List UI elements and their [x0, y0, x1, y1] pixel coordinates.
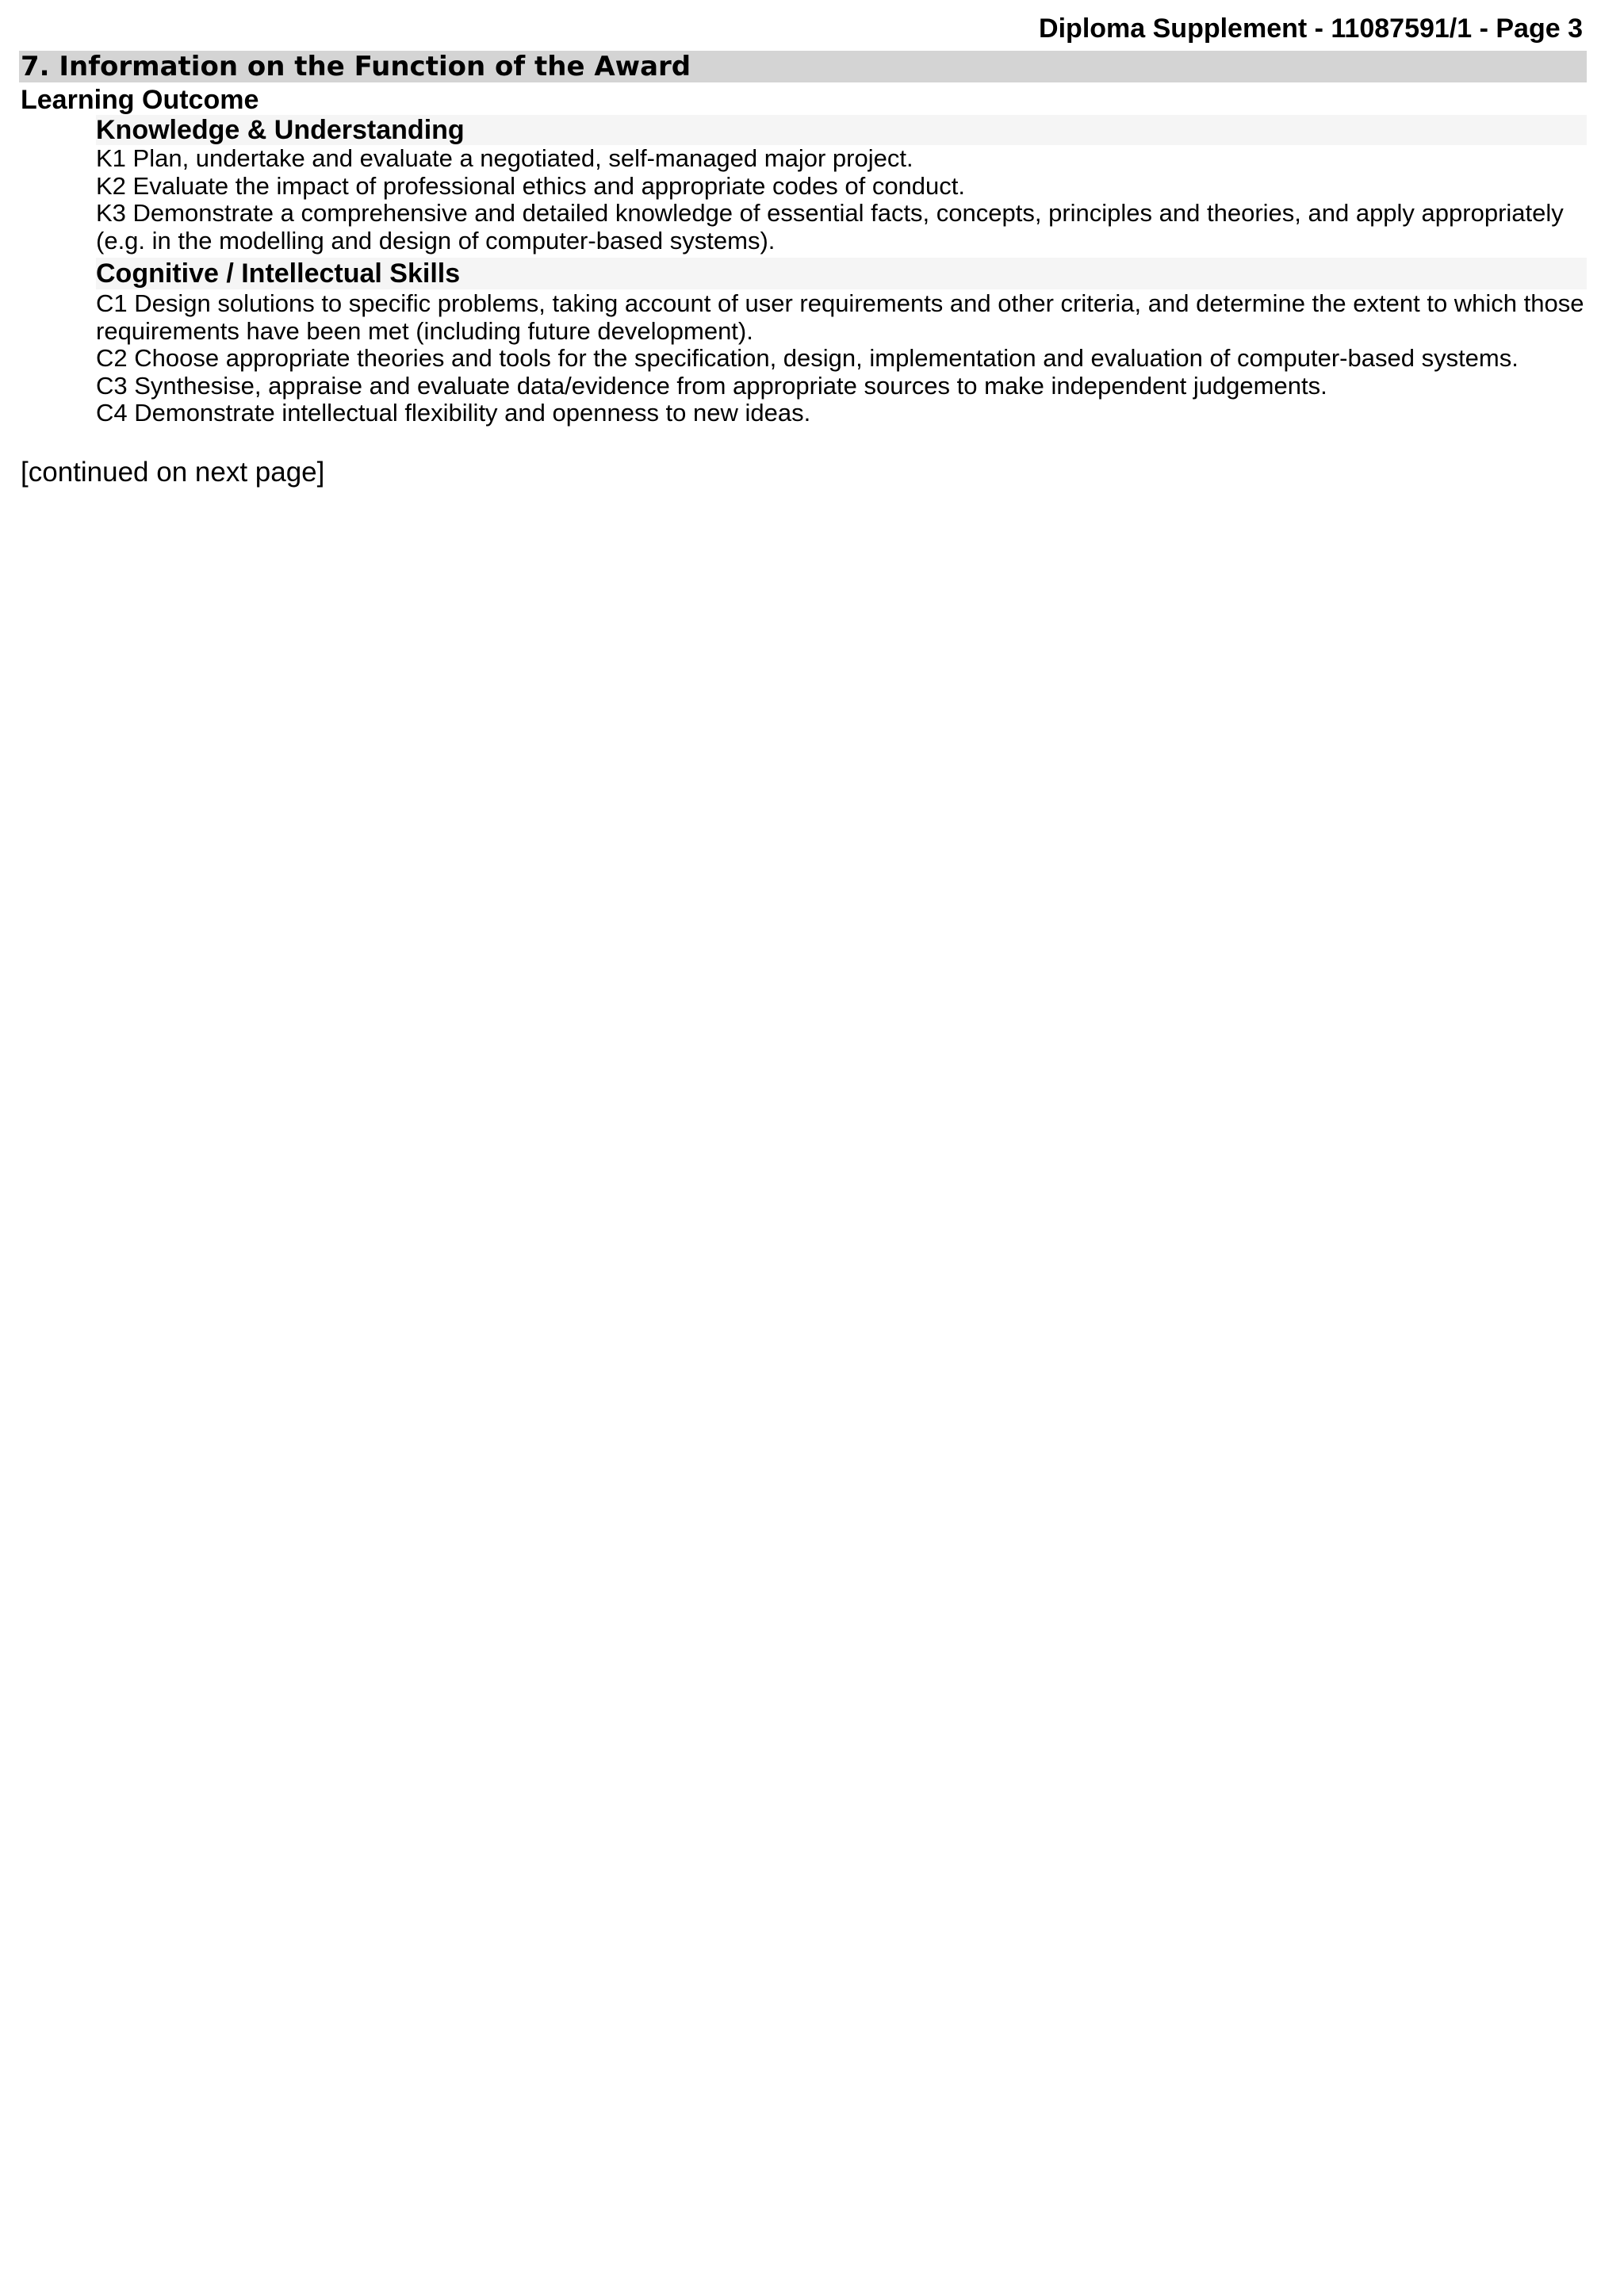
learning-outcome-heading: Learning Outcome — [21, 85, 259, 115]
section-title: 7. Information on the Function of the Award — [19, 51, 1587, 82]
page-header: Diploma Supplement - 11087591/1 - Page 3 — [1039, 13, 1583, 44]
cognitive-skills-heading: Cognitive / Intellectual Skills — [96, 258, 1587, 289]
continued-note: [continued on next page] — [21, 457, 325, 488]
outcome-item-c3: C3 Synthesise, appraise and evaluate data/evidence from appropriate sources to make independent judgements. — [96, 371, 1327, 400]
knowledge-understanding-heading: Knowledge & Understanding — [96, 115, 1587, 145]
knowledge-outcome-list — [96, 145, 1587, 254]
outcome-item-c4: C4 Demonstrate intellectual flexibility and openness to new ideas. — [96, 399, 811, 427]
outcome-item-c2: C2 Choose appropriate theories and tools for the specification, design, implementation and evaluation of computer-based systems. — [96, 344, 1519, 372]
outcome-item-k2: K2 Evaluate the impact of professional ethics and appropriate codes of conduct. — [96, 171, 966, 200]
outcome-item-k1: K1 Plan, undertake and evaluate a negotiated, self-managed major project. — [96, 144, 914, 172]
outcome-item-k3: K3 Demonstrate a comprehensive and detailed knowledge of essential facts, concepts, principles and theories, and apply appropriately (e.g. in the modelling and design of computer-based systems). — [96, 199, 1564, 254]
outcome-item-c1: C1 Design solutions to specific problems, taking account of user requirements and other criteria, and determine the extent to which those requirements have been met (including future development). — [96, 289, 1584, 345]
cognitive-outcome-list — [96, 290, 1587, 427]
